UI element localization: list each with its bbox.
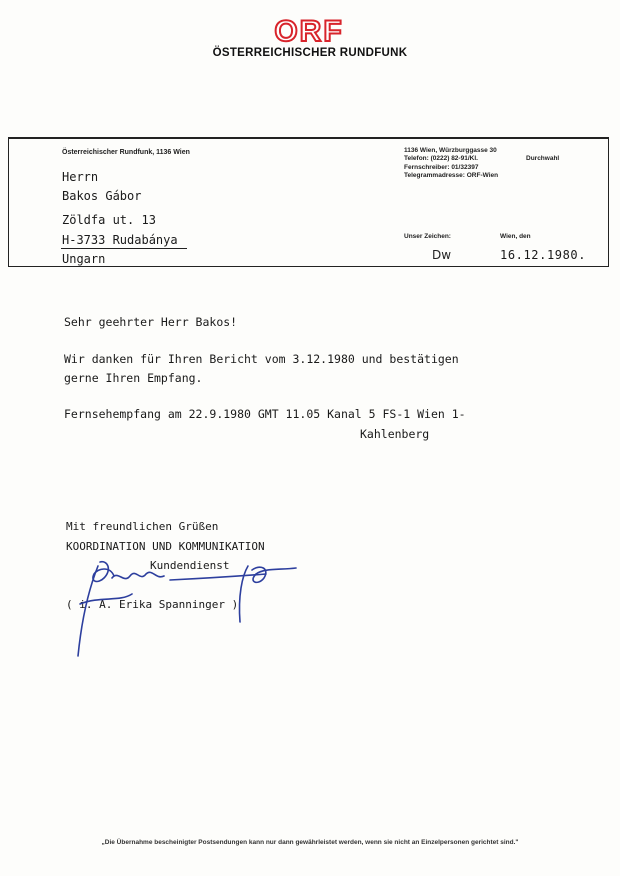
reception-line-1: Fernsehempfang am 22.9.1980 GMT 11.05 Kanal 5 FS-1 Wien 1- (64, 407, 466, 421)
reference-value: Dw (432, 248, 452, 262)
date-label: Wien, den (500, 233, 531, 240)
contact-block (404, 147, 498, 180)
recipient-line-3: Zöldfa ut. 13 (62, 213, 156, 227)
recipient-line-2: Bakos Gábor (62, 189, 142, 203)
recipient-underline (61, 248, 187, 249)
reception-line-2: Kahlenberg (360, 427, 430, 441)
orf-logo (254, 16, 364, 46)
contact-address: 1136 Wien, Würzburggasse 30 (404, 147, 497, 154)
handwritten-signature (60, 556, 310, 666)
direct-dial-label: Durchwahl (526, 155, 560, 162)
closing-department: KOORDINATION UND KOMMUNIKATION (66, 540, 265, 553)
closing-greeting: Mit freundlichen Grüßen (66, 520, 219, 533)
date-value: 16.12.1980. (500, 248, 587, 262)
contact-telegram: Telegrammadresse: ORF-Wien (404, 171, 499, 179)
paragraph-line-2: gerne Ihren Empfang. (64, 371, 203, 385)
paragraph-line-1: Wir danken für Ihren Bericht vom 3.12.1980 und bestätigen (64, 352, 459, 366)
organization-name: ÖSTERREICHISCHER RUNDFUNK (212, 47, 408, 59)
logo-text: ORF (274, 16, 344, 46)
footer-notice: „Die Übernahme bescheinigter Postsendungen kann nur dann gewährleistet werden, wenn sie nicht an Einzelpersonen gerichtet sind." (101, 839, 519, 846)
contact-phone: Telefon: (0222) 82-91/Kl. (404, 155, 478, 163)
salutation: Sehr geehrter Herr Bakos! (64, 315, 238, 329)
recipient-line-4: H-3733 Rudabánya (62, 233, 178, 247)
closing-signatory: ( i. A. Erika Spanninger ) (66, 598, 239, 611)
recipient-line-1: Herrn (62, 170, 99, 184)
recipient-line-5: Ungarn (62, 252, 106, 266)
reference-label: Unser Zeichen: (404, 233, 451, 240)
sender-line: Österreichischer Rundfunk, 1136 Wien (62, 149, 190, 156)
closing-unit: Kundendienst (150, 559, 230, 572)
contact-telex: Fernschreiber: 01/32397 (404, 163, 479, 171)
